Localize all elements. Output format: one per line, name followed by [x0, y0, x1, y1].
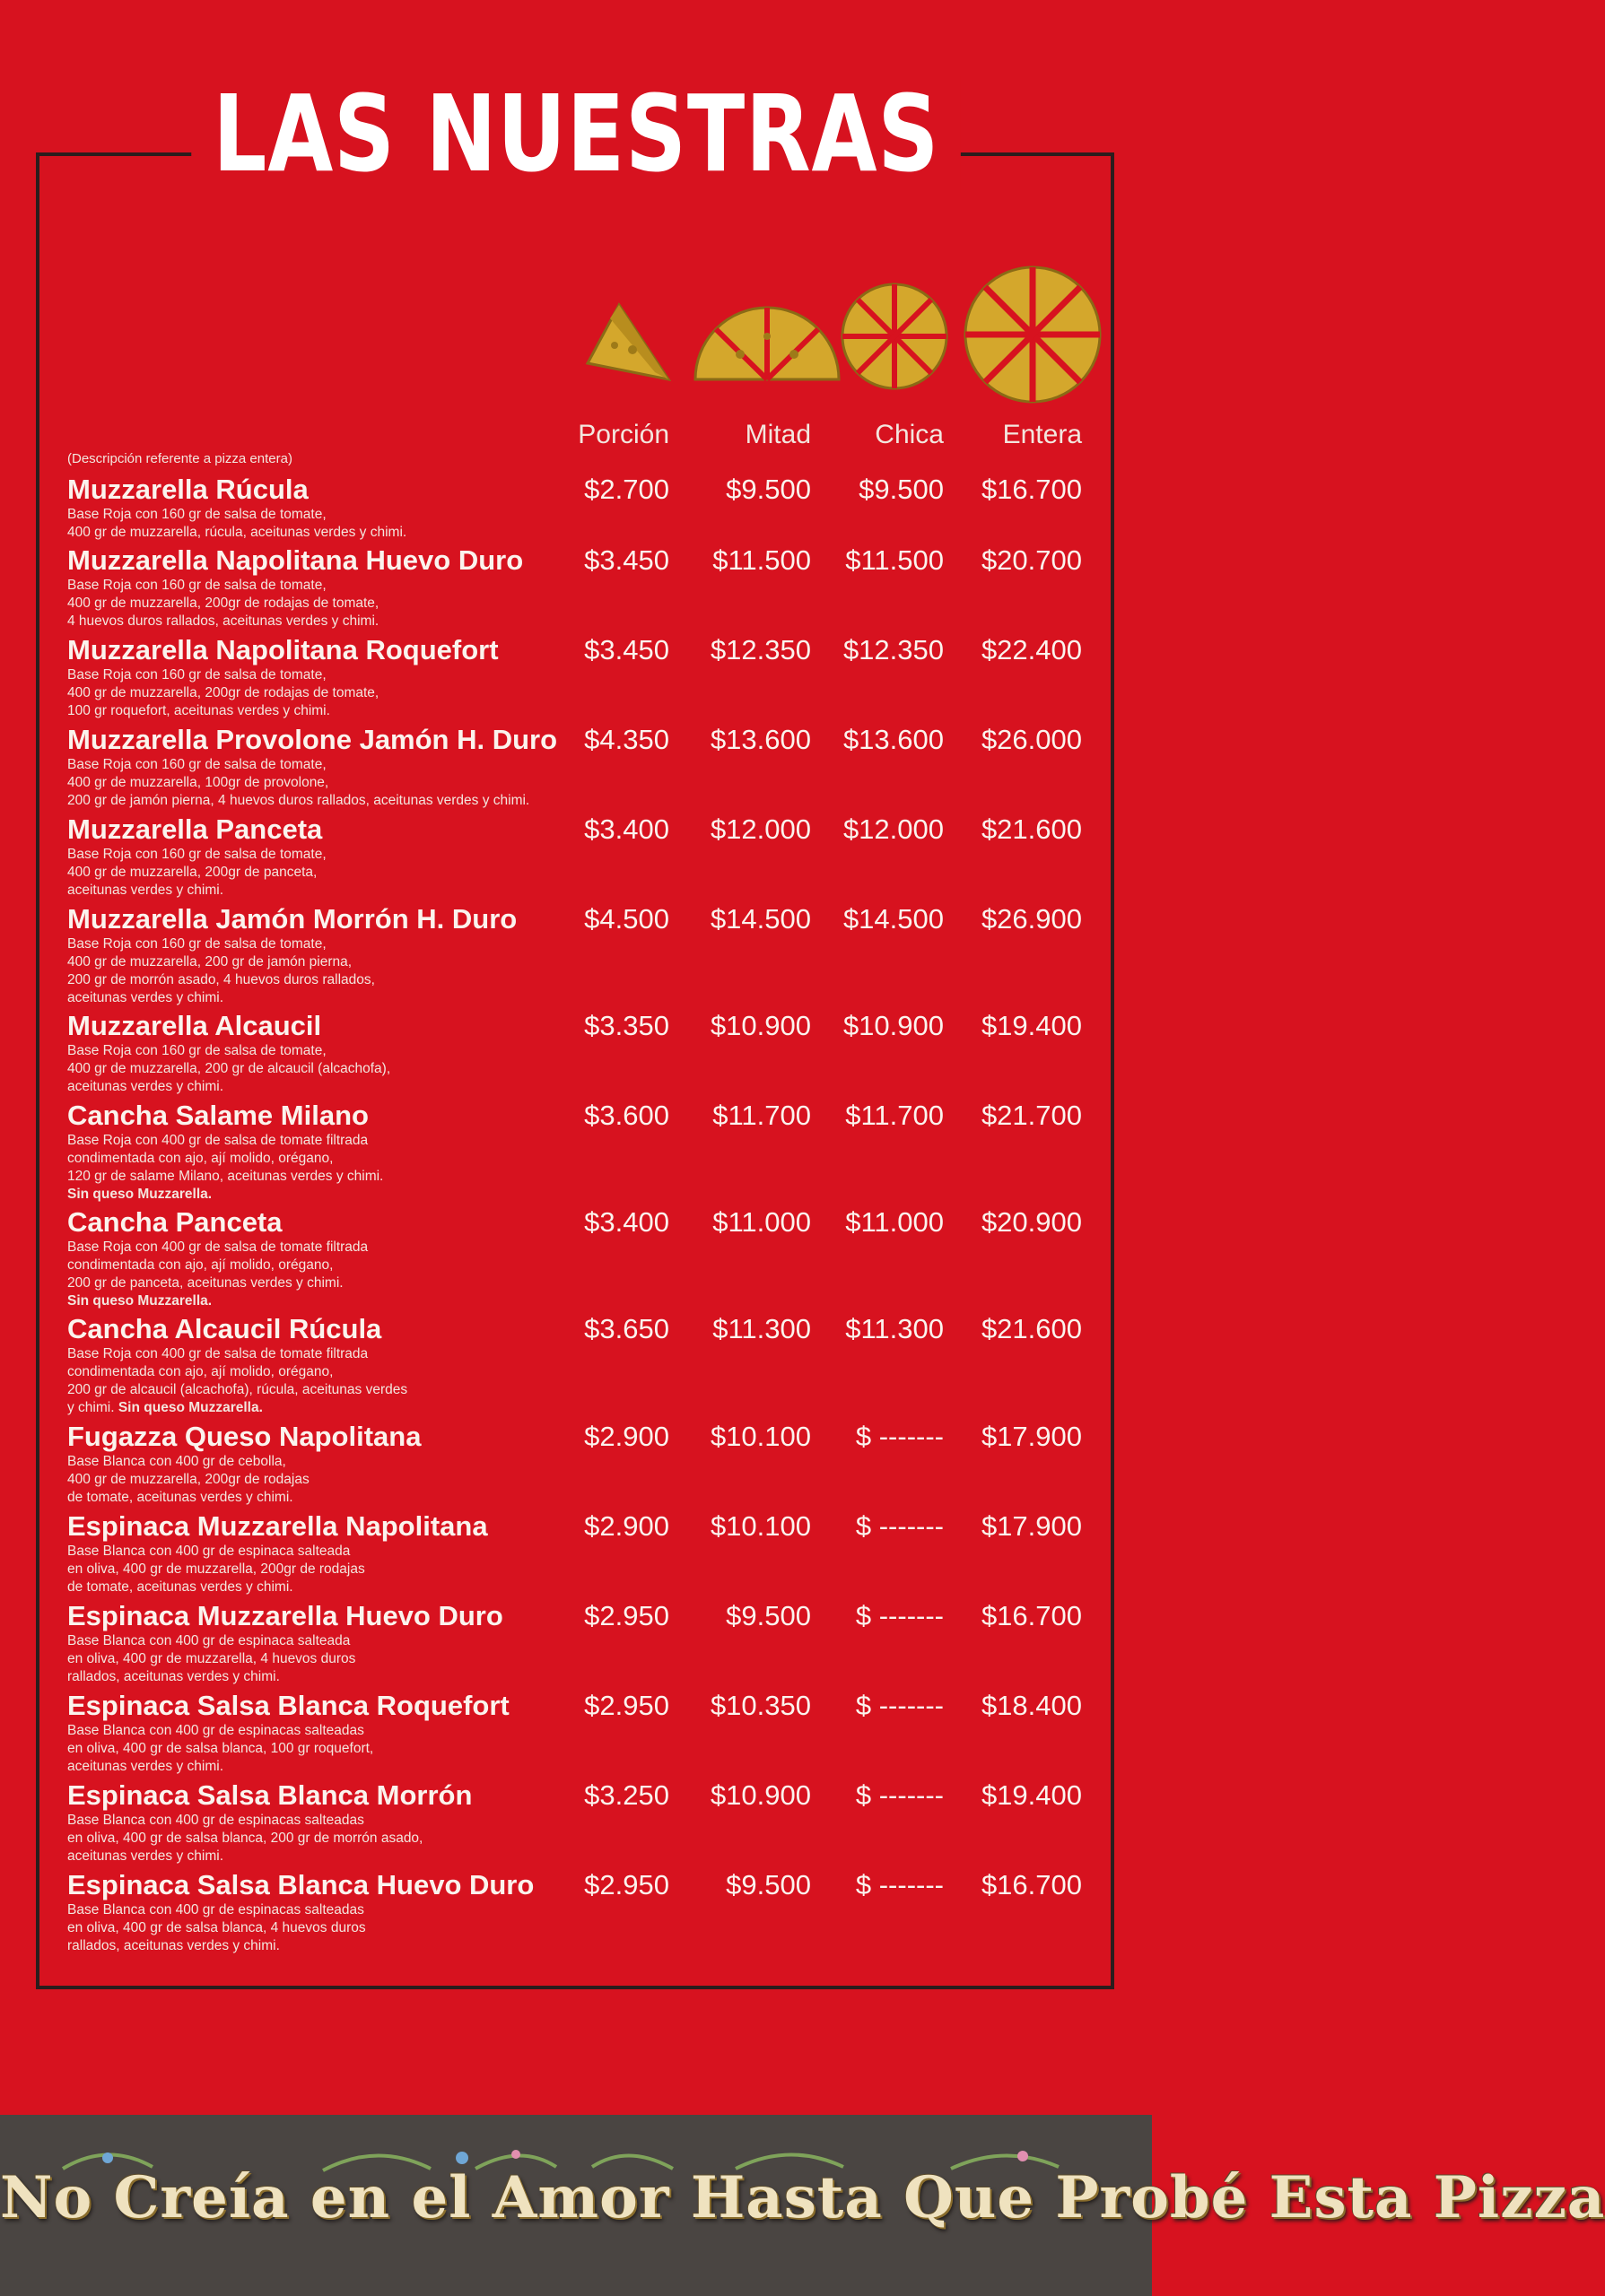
item-description	[67, 1132, 1099, 1204]
menu-item	[67, 1010, 1099, 1096]
item-price-mitad: $13.600	[710, 724, 811, 755]
item-description-text: Base Blanca con 400 gr de cebolla, 400 gr de muzzarella, 200gr de rodajas de tomate, aceitunas verdes y chimi.	[67, 1454, 310, 1505]
item-name: Muzzarella Rúcula	[67, 474, 309, 505]
item-description-text: Base Roja con 160 gr de salsa de tomate, 400 gr de muzzarella, 200gr de rodajas de tomate, 100 gr roquefort, aceitunas verdes y chimi.	[67, 667, 379, 718]
item-price-porcion: $3.450	[584, 634, 669, 665]
item-name: Muzzarella Napolitana Huevo Duro	[67, 544, 524, 576]
item-price-mitad: $11.300	[712, 1313, 811, 1344]
item-price-entera: $17.900	[981, 1510, 1082, 1542]
item-name: Espinaca Muzzarella Napolitana	[67, 1510, 488, 1542]
item-description-text: Base Roja con 160 gr de salsa de tomate, 400 gr de muzzarella, 200 gr de jamón pierna, 200 gr de morrón asado, 4 huevos duros rallados, aceitunas verdes y chimi.	[67, 936, 375, 1005]
menu-item	[67, 1869, 1099, 1955]
item-price-mitad: $11.000	[712, 1206, 811, 1238]
item-price-chica: $ -------	[855, 1690, 944, 1721]
menu-item	[67, 1690, 1099, 1776]
item-price-porcion: $2.900	[584, 1421, 669, 1452]
item-price-chica: $ -------	[855, 1421, 944, 1452]
item-price-entera: $16.700	[981, 474, 1082, 505]
item-description	[67, 935, 1099, 1007]
item-price-chica: $ -------	[855, 1510, 944, 1542]
item-price-porcion: $2.950	[584, 1600, 669, 1631]
item-price-entera: $19.400	[981, 1010, 1082, 1041]
item-name: Muzzarella Alcaucil	[67, 1010, 322, 1041]
menu-item	[67, 1313, 1099, 1417]
item-price-porcion: $2.950	[584, 1869, 669, 1900]
item-description-text: Base Blanca con 400 gr de espinacas salteadas en oliva, 400 gr de salsa blanca, 100 gr roquefort, aceitunas verdes y chimi.	[67, 1723, 374, 1774]
item-name: Cancha Panceta	[67, 1206, 283, 1238]
item-description-text: Base Blanca con 400 gr de espinaca salteada en oliva, 400 gr de muzzarella, 4 huevos duros rallados, aceitunas verdes y chimi.	[67, 1633, 356, 1684]
item-description	[67, 1239, 1099, 1310]
item-description	[67, 1345, 1099, 1417]
item-price-mitad: $12.350	[710, 634, 811, 665]
item-name: Fugazza Queso Napolitana	[67, 1421, 422, 1452]
item-description-text: Base Blanca con 400 gr de espinacas salteadas en oliva, 400 gr de salsa blanca, 4 huevos duros rallados, aceitunas verdes y chimi.	[67, 1902, 366, 1953]
item-name: Espinaca Muzzarella Huevo Duro	[67, 1600, 503, 1631]
item-description	[67, 1543, 1099, 1596]
item-price-mitad: $9.500	[726, 474, 811, 505]
item-description-text: Base Blanca con 400 gr de espinacas salteadas en oliva, 400 gr de salsa blanca, 200 gr de morrón asado, aceitunas verdes y chimi.	[67, 1813, 423, 1864]
item-bold-note: Sin queso Muzzarella.	[118, 1400, 263, 1415]
footer-banner	[0, 2115, 1605, 2296]
item-description	[67, 1812, 1099, 1866]
item-price-chica: $ -------	[855, 1779, 944, 1811]
item-price-porcion: $3.350	[584, 1010, 669, 1041]
item-price-chica: $10.900	[842, 1010, 944, 1041]
item-name: Espinaca Salsa Blanca Roquefort	[67, 1690, 510, 1721]
description-note: (Descripción referente a pizza entera)	[67, 451, 292, 466]
column-chica: Chica	[875, 420, 944, 449]
item-description	[67, 1722, 1099, 1776]
item-price-chica: $11.700	[845, 1100, 944, 1131]
menu-item	[67, 1600, 1099, 1686]
item-price-entera: $20.900	[981, 1206, 1082, 1238]
item-price-chica: $11.000	[845, 1206, 944, 1238]
item-description	[67, 577, 1099, 631]
item-price-porcion: $4.350	[584, 724, 669, 755]
item-price-chica: $12.350	[842, 634, 944, 665]
item-price-chica: $11.500	[845, 544, 944, 576]
menu-item	[67, 903, 1099, 1007]
item-name: Espinaca Salsa Blanca Morrón	[67, 1779, 473, 1811]
item-price-entera: $22.400	[981, 634, 1082, 665]
item-price-mitad: $12.000	[710, 813, 811, 845]
column-porcion: Porción	[578, 420, 669, 449]
item-price-mitad: $10.350	[710, 1690, 811, 1721]
item-price-entera: $21.600	[981, 1313, 1082, 1344]
item-price-chica: $11.300	[845, 1313, 944, 1344]
item-description	[67, 1453, 1099, 1507]
item-price-mitad: $14.500	[710, 903, 811, 935]
item-description-text: Base Blanca con 400 gr de espinaca salteada en oliva, 400 gr de muzzarella, 200gr de rodajas de tomate, aceitunas verdes y chimi.	[67, 1544, 365, 1595]
menu-item	[67, 1779, 1099, 1866]
item-price-porcion: $3.600	[584, 1100, 669, 1131]
item-price-porcion: $4.500	[584, 903, 669, 935]
item-description	[67, 666, 1099, 720]
item-price-entera: $18.400	[981, 1690, 1082, 1721]
item-price-entera: $17.900	[981, 1421, 1082, 1452]
item-description-text: Base Roja con 160 gr de salsa de tomate, 400 gr de muzzarella, 100gr de provolone, 200 gr de jamón pierna, 4 huevos duros rallados, aceitunas verdes y chimi.	[67, 757, 530, 808]
item-price-porcion: $3.250	[584, 1779, 669, 1811]
item-description-text: Base Roja con 400 gr de salsa de tomate filtrada condimentada con ajo, ají molido, orégano, 200 gr de alcaucil (alcachofa), rúcula, aceitunas verdes y chimi.	[67, 1346, 408, 1415]
item-description	[67, 506, 1099, 542]
item-price-porcion: $2.950	[584, 1690, 669, 1721]
item-price-mitad: $10.100	[710, 1510, 811, 1542]
column-entera: Entera	[1002, 420, 1082, 449]
item-price-mitad: $11.700	[712, 1100, 811, 1131]
item-name: Muzzarella Panceta	[67, 813, 323, 845]
item-description-text: Base Roja con 160 gr de salsa de tomate, 400 gr de muzzarella, 200gr de panceta, aceitunas verdes y chimi.	[67, 847, 327, 898]
menu-item	[67, 634, 1099, 720]
item-price-entera: $16.700	[981, 1600, 1082, 1631]
item-price-entera: $20.700	[981, 544, 1082, 576]
item-price-mitad: $11.500	[712, 544, 811, 576]
item-name: Espinaca Salsa Blanca Huevo Duro	[67, 1869, 535, 1900]
small-pizza-icon	[839, 281, 951, 393]
item-description	[67, 1042, 1099, 1096]
item-description	[67, 846, 1099, 900]
item-price-mitad: $9.500	[726, 1869, 811, 1900]
menu-item	[67, 724, 1099, 810]
item-price-mitad: $10.900	[710, 1010, 811, 1041]
half-pizza-icon	[691, 300, 843, 386]
item-price-chica: $ -------	[855, 1869, 944, 1900]
menu-item	[67, 813, 1099, 900]
menu-item	[67, 1421, 1099, 1507]
item-price-porcion: $3.450	[584, 544, 669, 576]
item-price-porcion: $3.400	[584, 813, 669, 845]
item-price-entera: $21.700	[981, 1100, 1082, 1131]
whole-pizza-icon	[960, 265, 1105, 404]
item-description-text: Base Roja con 400 gr de salsa de tomate filtrada condimentada con ajo, ají molido, orégano, 120 gr de salame Milano, aceitunas verdes y chimi.	[67, 1133, 384, 1184]
item-name: Cancha Alcaucil Rúcula	[67, 1313, 382, 1344]
title-wrap	[0, 72, 1152, 196]
item-price-chica: $9.500	[859, 474, 944, 505]
item-price-entera: $26.900	[981, 903, 1082, 935]
item-price-chica: $13.600	[842, 724, 944, 755]
item-price-porcion: $2.700	[584, 474, 669, 505]
menu-item	[67, 1510, 1099, 1596]
item-price-mitad: $10.100	[710, 1421, 811, 1452]
item-price-mitad: $9.500	[726, 1600, 811, 1631]
footer-slogan: No Creía en el Amor Hasta Que Probé Esta Pizza	[0, 2164, 1605, 2231]
item-bold-note: Sin queso Muzzarella.	[67, 1187, 213, 1202]
item-bold-note: Sin queso Muzzarella.	[67, 1293, 213, 1309]
item-description-text: Base Roja con 160 gr de salsa de tomate, 400 gr de muzzarella, 200 gr de alcaucil (alcachofa), aceitunas verdes y chimi.	[67, 1043, 391, 1094]
item-price-entera: $21.600	[981, 813, 1082, 845]
item-price-entera: $26.000	[981, 724, 1082, 755]
item-price-mitad: $10.900	[710, 1779, 811, 1811]
item-price-porcion: $3.400	[584, 1206, 669, 1238]
item-description-text: Base Roja con 400 gr de salsa de tomate filtrada condimentada con ajo, ají molido, orégano, 200 gr de panceta, aceitunas verdes y chimi.	[67, 1239, 369, 1291]
item-description	[67, 1632, 1099, 1686]
item-price-entera: $16.700	[981, 1869, 1082, 1900]
item-description	[67, 1901, 1099, 1955]
item-description-text: Base Roja con 160 gr de salsa de tomate, 400 gr de muzzarella, rúcula, aceitunas verdes y chimi.	[67, 507, 407, 540]
item-price-porcion: $2.900	[584, 1510, 669, 1542]
item-price-entera: $19.400	[981, 1779, 1082, 1811]
item-description-text: Base Roja con 160 gr de salsa de tomate, 400 gr de muzzarella, 200gr de rodajas de tomate, 4 huevos duros rallados, aceitunas verdes y chimi.	[67, 578, 379, 629]
item-price-chica: $ -------	[855, 1600, 944, 1631]
menu-item	[67, 544, 1099, 631]
item-description	[67, 756, 1099, 810]
menu-item	[67, 474, 1099, 542]
page-title: LAS NUESTRAS	[191, 76, 961, 193]
item-name: Cancha Salame Milano	[67, 1100, 369, 1131]
item-price-porcion: $3.650	[584, 1313, 669, 1344]
item-name: Muzzarella Jamón Morrón H. Duro	[67, 903, 518, 935]
item-name: Muzzarella Provolone Jamón H. Duro	[67, 724, 558, 755]
pizza-slice-icon	[583, 300, 673, 386]
menu-item	[67, 1100, 1099, 1204]
menu-item	[67, 1206, 1099, 1310]
item-price-chica: $12.000	[842, 813, 944, 845]
item-name: Muzzarella Napolitana Roquefort	[67, 634, 499, 665]
item-price-chica: $14.500	[842, 903, 944, 935]
column-mitad: Mitad	[745, 420, 811, 449]
